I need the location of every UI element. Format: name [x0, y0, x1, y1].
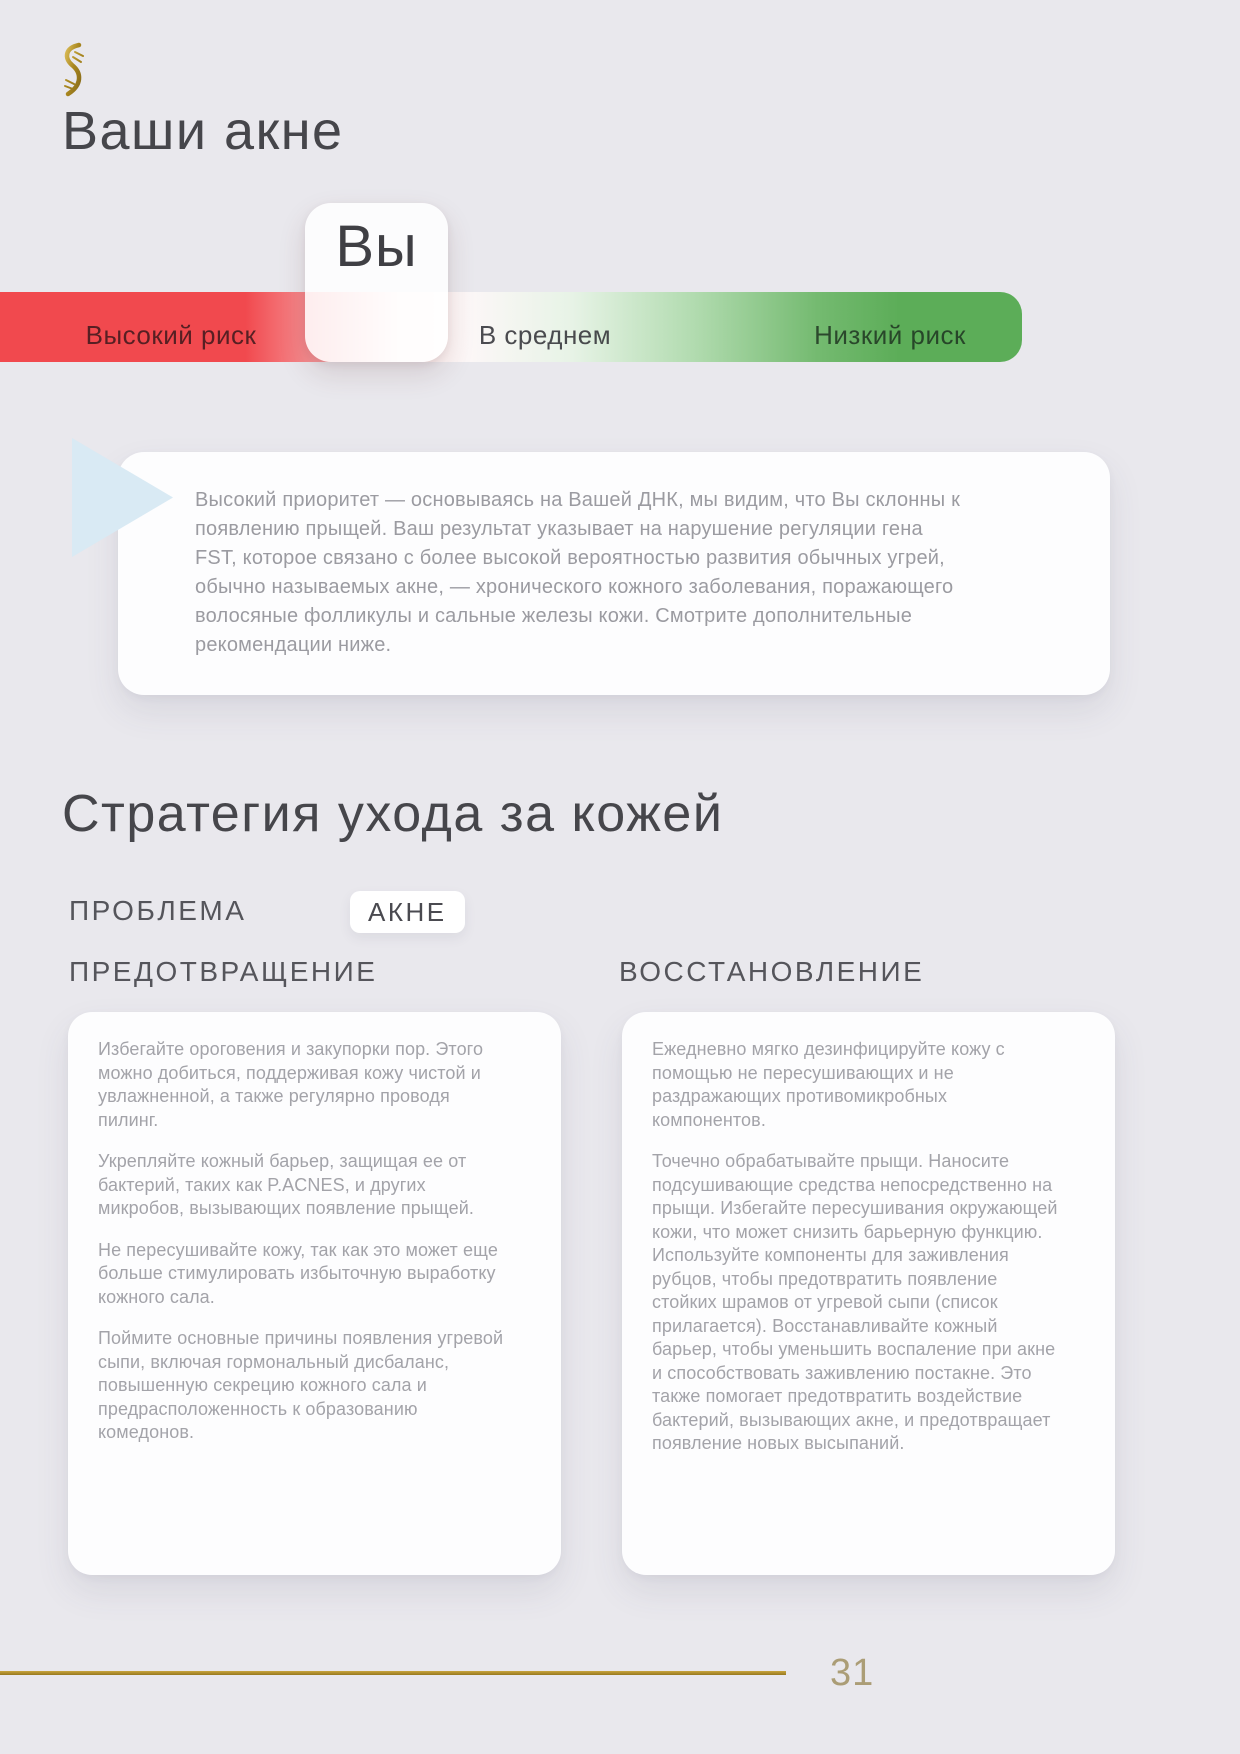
section-title: Стратегия ухода за кожей — [62, 785, 724, 843]
prevention-paragraph: Избегайте ороговения и закупорки пор. Этого можно добиться, поддерживая кожу чистой и увлажненной, а также регулярно проводя пилинг. — [98, 1039, 484, 1130]
page-title: Ваши акне — [62, 101, 344, 161]
page-number: 31 — [830, 1652, 875, 1694]
prevention-paragraph: Не пересушивайте кожу, так как это может еще больше стимулировать избыточную выработку кожного сала. — [98, 1239, 498, 1307]
risk-label-high: Высокий риск — [85, 320, 257, 350]
restoration-paragraph: Ежедневно мягко дезинфицируйте кожу с помощью не пересушивающих и не раздражающих противомикробных компонентов. — [652, 1039, 1005, 1130]
restoration-paragraph: Точечно обрабатывайте прыщи. Наносите подсушивающие средства непосредственно на прыщи. Избегайте пересушивания окружающей кожи, что может снизить барьерную функцию. Используйте компоненты для заживления рубцов, чтобы предотвратить появление стойких шрамов от угревой сыпи (список прилагается). Восстанавливайте кожный барьер, чтобы уменьшить воспаление при акне и способствовать заживлению постакне. Это также помогает предотвратить воздействие бактерий, вызывающих акне, и предотвращает появление новых высыпаний. — [652, 1151, 1058, 1453]
risk-label-medium: В среднем — [478, 320, 612, 350]
restoration-card — [622, 1012, 1115, 1575]
prevention-card — [68, 1012, 561, 1575]
risk-label-low: Низкий риск — [814, 320, 966, 350]
problem-label: ПРОБЛЕМА — [69, 895, 247, 926]
priority-summary-card — [118, 452, 1110, 695]
restoration-text — [652, 1038, 1064, 1456]
problem-value-text: АКНЕ — [368, 896, 447, 927]
prevention-text — [98, 1038, 510, 1445]
risk-marker-label: Вы — [335, 214, 418, 279]
footer-divider — [0, 1671, 786, 1675]
prevention-header: ПРЕДОТВРАЩЕНИЕ — [69, 956, 378, 987]
prevention-paragraph: Поймите основные причины появления угревой сыпи, включая гормональный дисбаланс, повышенную секрецию кожного сала и предрасположенность к образованию комедонов. — [98, 1328, 504, 1442]
priority-summary-text: Высокий приоритет — основываясь на Вашей ДНК, мы видим, что Вы склонны к появлению прыщей. Ваш результат указывает на нарушение регуляции гена FST, которое связано с более высокой вероятностью развития обычных угрей, обычно называемых акне, — хронического кожного заболевания, поражающего волосяные фолликулы и сальные железы кожи. Смотрите дополнительные рекомендации ниже. — [195, 489, 961, 656]
dna-helix-icon — [58, 42, 88, 100]
risk-marker-you — [305, 203, 448, 362]
problem-value-badge — [350, 891, 465, 933]
restoration-header: ВОССТАНОВЛЕНИЕ — [619, 956, 925, 987]
prevention-paragraph: Укрепляйте кожный барьер, защищая ее от бактерий, таких как P.ACNES, и других микробов, вызывающих появление прыщей. — [98, 1151, 474, 1218]
